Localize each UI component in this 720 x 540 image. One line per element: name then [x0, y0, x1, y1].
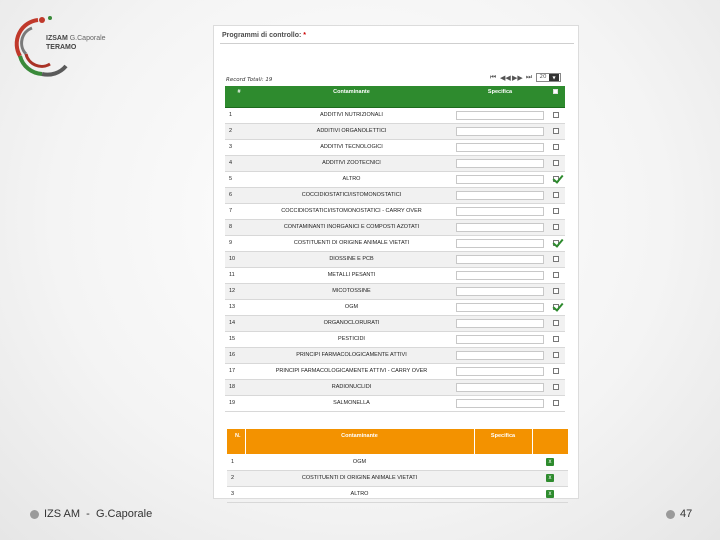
select-checkbox[interactable]	[553, 208, 559, 214]
spec-input[interactable]	[456, 127, 544, 136]
spec-input[interactable]	[456, 207, 544, 216]
logo-name: IZSAM	[46, 35, 68, 42]
row-number: 13	[225, 299, 249, 315]
first-page-icon[interactable]: ⏮	[489, 73, 497, 81]
table-row	[227, 454, 568, 470]
spec-cell	[454, 267, 546, 283]
table-row	[225, 363, 565, 379]
row-number: 3	[225, 139, 249, 155]
spec-cell	[454, 379, 546, 395]
select-checkbox[interactable]	[553, 352, 559, 358]
contaminant-name: MICOTOSSINE	[249, 283, 454, 299]
spec-cell	[454, 299, 546, 315]
select-cell	[546, 155, 565, 171]
contaminant-name: OGM	[249, 299, 454, 315]
select-cell	[546, 347, 565, 363]
select-checkbox[interactable]	[553, 368, 559, 374]
spec-cell	[474, 454, 532, 470]
select-checkbox[interactable]	[553, 224, 559, 230]
table-row	[225, 315, 565, 331]
spec-cell	[454, 395, 546, 411]
spec-cell	[454, 315, 546, 331]
select-cell	[546, 235, 565, 251]
spec-cell	[454, 235, 546, 251]
col-num-header: N.	[227, 429, 245, 454]
select-checkbox[interactable]	[553, 336, 559, 342]
contaminant-name: ADDITIVI TECNOLOGICI	[249, 139, 454, 155]
table-row	[225, 251, 565, 267]
col-select-header	[546, 86, 565, 107]
select-checkbox[interactable]	[553, 176, 559, 182]
contaminant-name: ADDITIVI ORGANOLETTICI	[249, 123, 454, 139]
spec-input[interactable]	[456, 191, 544, 200]
row-number: 19	[225, 395, 249, 411]
select-checkbox[interactable]	[553, 288, 559, 294]
footer-credit: IZS AM - G.Caporale	[30, 508, 152, 520]
select-cell	[546, 267, 565, 283]
spec-input[interactable]	[456, 287, 544, 296]
chevron-down-icon: ▼	[549, 74, 559, 81]
select-cell	[546, 363, 565, 379]
select-checkbox[interactable]	[553, 384, 559, 390]
spec-input[interactable]	[456, 303, 544, 312]
row-number: 15	[225, 331, 249, 347]
contaminant-name: ALTRO	[245, 486, 474, 502]
table-row	[225, 219, 565, 235]
spec-input[interactable]	[456, 271, 544, 280]
col-name-header: Contaminante	[245, 429, 474, 454]
page-size-select[interactable]: 20 ▼	[536, 73, 561, 82]
row-number: 18	[225, 379, 249, 395]
table-row	[225, 347, 565, 363]
delete-cell	[532, 470, 568, 486]
spec-cell	[454, 123, 546, 139]
row-number: 2	[227, 470, 245, 486]
table-row	[227, 486, 568, 502]
select-cell	[546, 251, 565, 267]
select-cell	[546, 187, 565, 203]
table-header-row	[225, 86, 565, 107]
contaminant-name: ADDITIVI NUTRIZIONALI	[249, 107, 454, 123]
spec-cell	[474, 470, 532, 486]
izsam-logo	[6, 8, 106, 88]
contaminant-name: PRINCIPI FARMACOLOGICAMENTE ATTIVI - CARRY OVER	[249, 363, 454, 379]
spec-cell	[454, 171, 546, 187]
table-row	[225, 267, 565, 283]
spec-cell	[474, 486, 532, 502]
select-cell	[546, 123, 565, 139]
spec-input[interactable]	[456, 223, 544, 232]
spec-input[interactable]	[456, 367, 544, 376]
table-row	[225, 331, 565, 347]
select-cell	[546, 283, 565, 299]
delete-icon[interactable]: x	[546, 474, 554, 482]
next-page-icon[interactable]: ▶▶	[512, 73, 523, 82]
select-cell	[546, 203, 565, 219]
panel-title: Programmi di controllo: *	[222, 32, 307, 39]
contaminant-name: ADDITIVI ZOOTECNICI	[249, 155, 454, 171]
row-number: 16	[225, 347, 249, 363]
spec-cell	[454, 139, 546, 155]
table-row	[225, 171, 565, 187]
contaminant-name: METALLI PESANTI	[249, 267, 454, 283]
spec-cell	[454, 155, 546, 171]
select-all-checkbox[interactable]	[553, 89, 558, 94]
select-cell	[546, 395, 565, 411]
delete-cell	[532, 454, 568, 470]
contaminant-name: CONTAMINANTI INORGANICI E COMPOSTI AZOTATI	[249, 219, 454, 235]
row-number: 17	[225, 363, 249, 379]
spec-input[interactable]	[456, 175, 544, 184]
table-row	[227, 470, 568, 486]
spec-input[interactable]	[456, 351, 544, 360]
table-row	[225, 107, 565, 123]
select-checkbox[interactable]	[553, 192, 559, 198]
spec-input[interactable]	[456, 255, 544, 264]
spec-input[interactable]	[456, 239, 544, 248]
contaminant-name: PESTICIDI	[249, 331, 454, 347]
select-cell	[546, 315, 565, 331]
contaminant-name: ALTRO	[249, 171, 454, 187]
row-number: 10	[225, 251, 249, 267]
spec-cell	[454, 251, 546, 267]
row-number: 6	[225, 187, 249, 203]
contaminant-name: COCCIDIOSTATICI/ISTOMONOSTATICI - CARRY OVER	[249, 203, 454, 219]
select-cell	[546, 219, 565, 235]
contaminants-table	[225, 86, 565, 412]
spec-input[interactable]	[456, 383, 544, 392]
spec-input[interactable]	[456, 159, 544, 168]
spec-input[interactable]	[456, 335, 544, 344]
table-row	[225, 283, 565, 299]
select-cell	[546, 299, 565, 315]
table-row	[225, 235, 565, 251]
last-page-icon[interactable]: ⏭	[525, 73, 533, 81]
row-number: 9	[225, 235, 249, 251]
select-checkbox[interactable]	[553, 304, 559, 310]
row-number: 7	[225, 203, 249, 219]
row-number: 1	[227, 454, 245, 470]
select-cell	[546, 379, 565, 395]
row-number: 5	[225, 171, 249, 187]
select-checkbox[interactable]	[553, 128, 559, 134]
contaminant-name: PRINCIPI FARMACOLOGICAMENTE ATTIVI	[249, 347, 454, 363]
table-row	[225, 139, 565, 155]
spec-cell	[454, 363, 546, 379]
select-checkbox[interactable]	[553, 240, 559, 246]
delete-icon[interactable]: x	[546, 458, 554, 466]
select-checkbox[interactable]	[553, 400, 559, 406]
required-mark: *	[303, 32, 307, 39]
select-cell	[546, 107, 565, 123]
select-cell	[546, 139, 565, 155]
table-header-row	[227, 429, 568, 454]
bullet-icon	[666, 510, 675, 519]
table-row	[225, 379, 565, 395]
select-checkbox[interactable]	[553, 256, 559, 262]
select-checkbox[interactable]	[553, 320, 559, 326]
spec-input[interactable]	[456, 399, 544, 408]
spec-cell	[454, 203, 546, 219]
row-number: 4	[225, 155, 249, 171]
contaminant-name: SALMONELLA	[249, 395, 454, 411]
records-total: Record Totali: 19	[226, 77, 273, 83]
contaminant-name: COCCIDIOSTATICI/ISTOMONOSTATICI	[249, 187, 454, 203]
spec-input[interactable]	[456, 143, 544, 152]
contaminant-name: DIOSSINE E PCB	[249, 251, 454, 267]
page-number: 47	[666, 508, 692, 520]
table-row	[225, 203, 565, 219]
select-checkbox[interactable]	[553, 160, 559, 166]
spec-cell	[454, 219, 546, 235]
prev-page-icon[interactable]: ◀◀	[500, 73, 511, 82]
spec-cell	[454, 107, 546, 123]
spec-cell	[454, 347, 546, 363]
row-number: 2	[225, 123, 249, 139]
logo-city: TERAMO	[46, 44, 77, 51]
col-spec-header: Specifica	[454, 86, 546, 107]
table-row	[225, 299, 565, 315]
select-checkbox[interactable]	[553, 144, 559, 150]
select-cell	[546, 331, 565, 347]
col-name-header: Contaminante	[249, 86, 454, 107]
spec-cell	[454, 283, 546, 299]
contaminant-name: RADIONUCLIDI	[249, 379, 454, 395]
spec-input[interactable]	[456, 319, 544, 328]
spec-input[interactable]	[456, 111, 544, 120]
col-spec-header: Specifica	[474, 429, 532, 454]
col-delete-header	[532, 429, 568, 454]
table-row	[225, 155, 565, 171]
contaminant-name: COSTITUENTI DI ORIGINE ANIMALE VIETATI	[249, 235, 454, 251]
select-checkbox[interactable]	[553, 272, 559, 278]
select-checkbox[interactable]	[553, 112, 559, 118]
contaminant-name: ORGANOCLORURATI	[249, 315, 454, 331]
table-row	[225, 187, 565, 203]
row-number: 8	[225, 219, 249, 235]
table-row	[225, 395, 565, 411]
contaminant-panel	[213, 25, 579, 499]
delete-cell	[532, 486, 568, 502]
contaminant-name: OGM	[245, 454, 474, 470]
row-number: 3	[227, 486, 245, 502]
row-number: 14	[225, 315, 249, 331]
row-number: 12	[225, 283, 249, 299]
row-number: 11	[225, 267, 249, 283]
select-cell	[546, 171, 565, 187]
logo-subtitle: G.Caporale	[69, 35, 106, 42]
row-number: 1	[225, 107, 249, 123]
spec-cell	[454, 331, 546, 347]
pager	[488, 73, 561, 82]
delete-icon[interactable]: x	[546, 490, 554, 498]
table-row	[225, 123, 565, 139]
contaminant-name: COSTITUENTI DI ORIGINE ANIMALE VIETATI	[245, 470, 474, 486]
col-num-header: #	[225, 86, 249, 107]
bullet-icon	[30, 510, 39, 519]
title-divider	[220, 43, 574, 44]
spec-cell	[454, 187, 546, 203]
selected-contaminants-table	[227, 429, 568, 503]
